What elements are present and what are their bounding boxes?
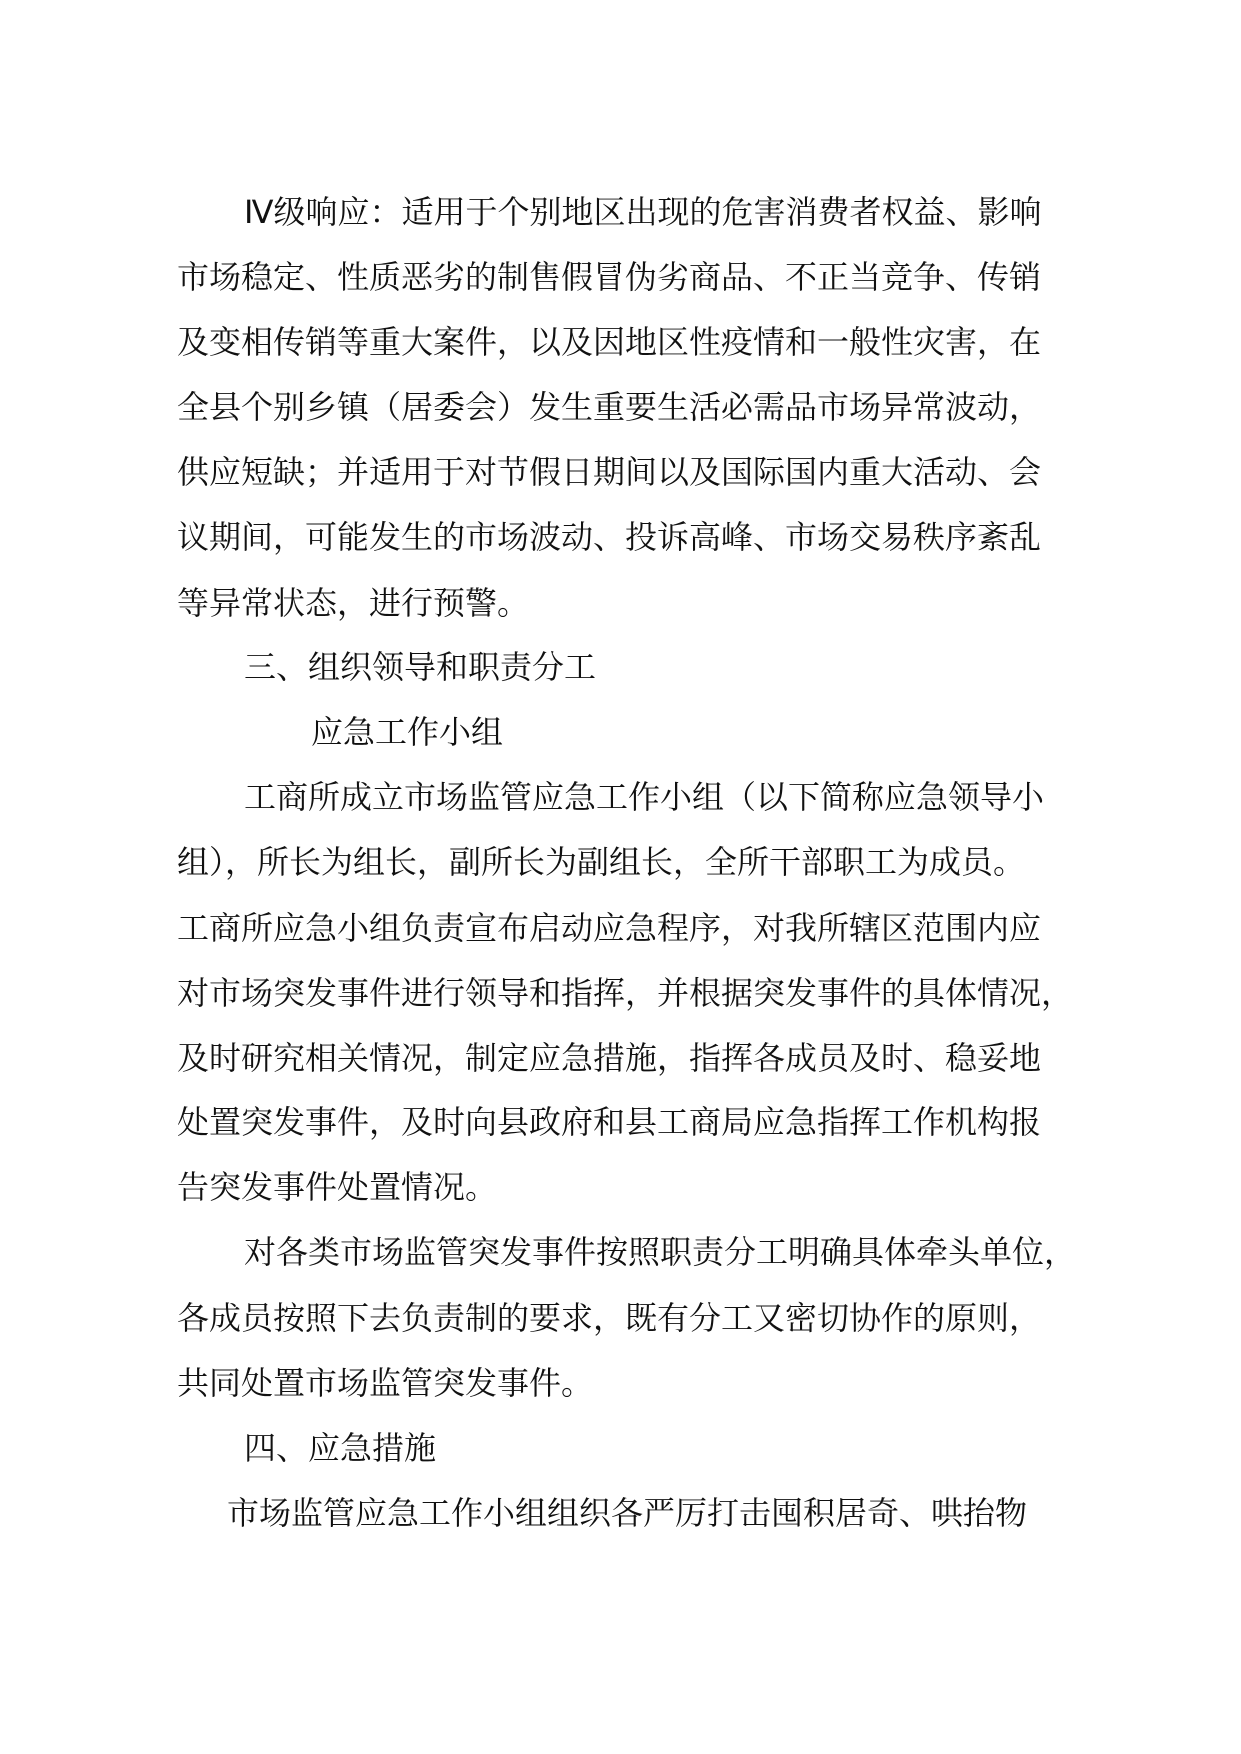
paragraph-line: Ⅳ级响应：适用于个别地区出现的危害消费者权益、影响 <box>244 193 1042 231</box>
paragraph-line: 对各类市场监管突发事件按照职责分工明确具体牵头单位， <box>244 1233 1077 1271</box>
paragraph-line: 处置突发事件，及时向县政府和县工商局应急指挥工作机构报 <box>177 1103 1042 1141</box>
paragraph-line: 全县个别乡镇（居委会）发生重要生活必需品市场异常波动， <box>177 388 1042 426</box>
paragraph-line: 告突发事件处置情况。 <box>177 1168 498 1206</box>
paragraph-line: 及时研究相关情况，制定应急措施，指挥各成员及时、稳妥地 <box>177 1039 1042 1077</box>
paragraph-line: 共同处置市场监管突发事件。 <box>177 1364 594 1402</box>
paragraph-line: 各成员按照下去负责制的要求，既有分工又密切协作的原则， <box>177 1299 1042 1337</box>
section-heading-4: 四、应急措施 <box>244 1429 437 1467</box>
paragraph-line: 市场稳定、性质恶劣的制售假冒伪劣商品、不正当竞争、传销 <box>177 258 1042 296</box>
paragraph-line: 市场监管应急工作小组组织各严厉打击囤积居奇、哄抬物 <box>227 1494 1028 1532</box>
paragraph-line: 组），所长为组长，副所长为副组长，全所干部职工为成员。 <box>177 843 1026 881</box>
section-heading-3: 三、组织领导和职责分工 <box>244 648 597 686</box>
paragraph-line: 等异常状态，进行预警。 <box>177 584 530 622</box>
subsection-heading: 应急工作小组 <box>311 713 504 751</box>
paragraph-line: 供应短缺；并适用于对节假日期间以及国际国内重大活动、会 <box>177 453 1042 491</box>
paragraph-line: 议期间，可能发生的市场波动、投诉高峰、市场交易秩序紊乱 <box>177 518 1042 556</box>
paragraph-line: 工商所成立市场监管应急工作小组（以下简称应急领导小 <box>244 778 1045 816</box>
paragraph-line: 对市场突发事件进行领导和指挥，并根据突发事件的具体情况， <box>177 974 1074 1012</box>
paragraph-line: 及变相传销等重大案件，以及因地区性疫情和一般性灾害，在 <box>177 323 1042 361</box>
paragraph-line: 工商所应急小组负责宣布启动应急程序，对我所辖区范围内应 <box>177 909 1042 947</box>
